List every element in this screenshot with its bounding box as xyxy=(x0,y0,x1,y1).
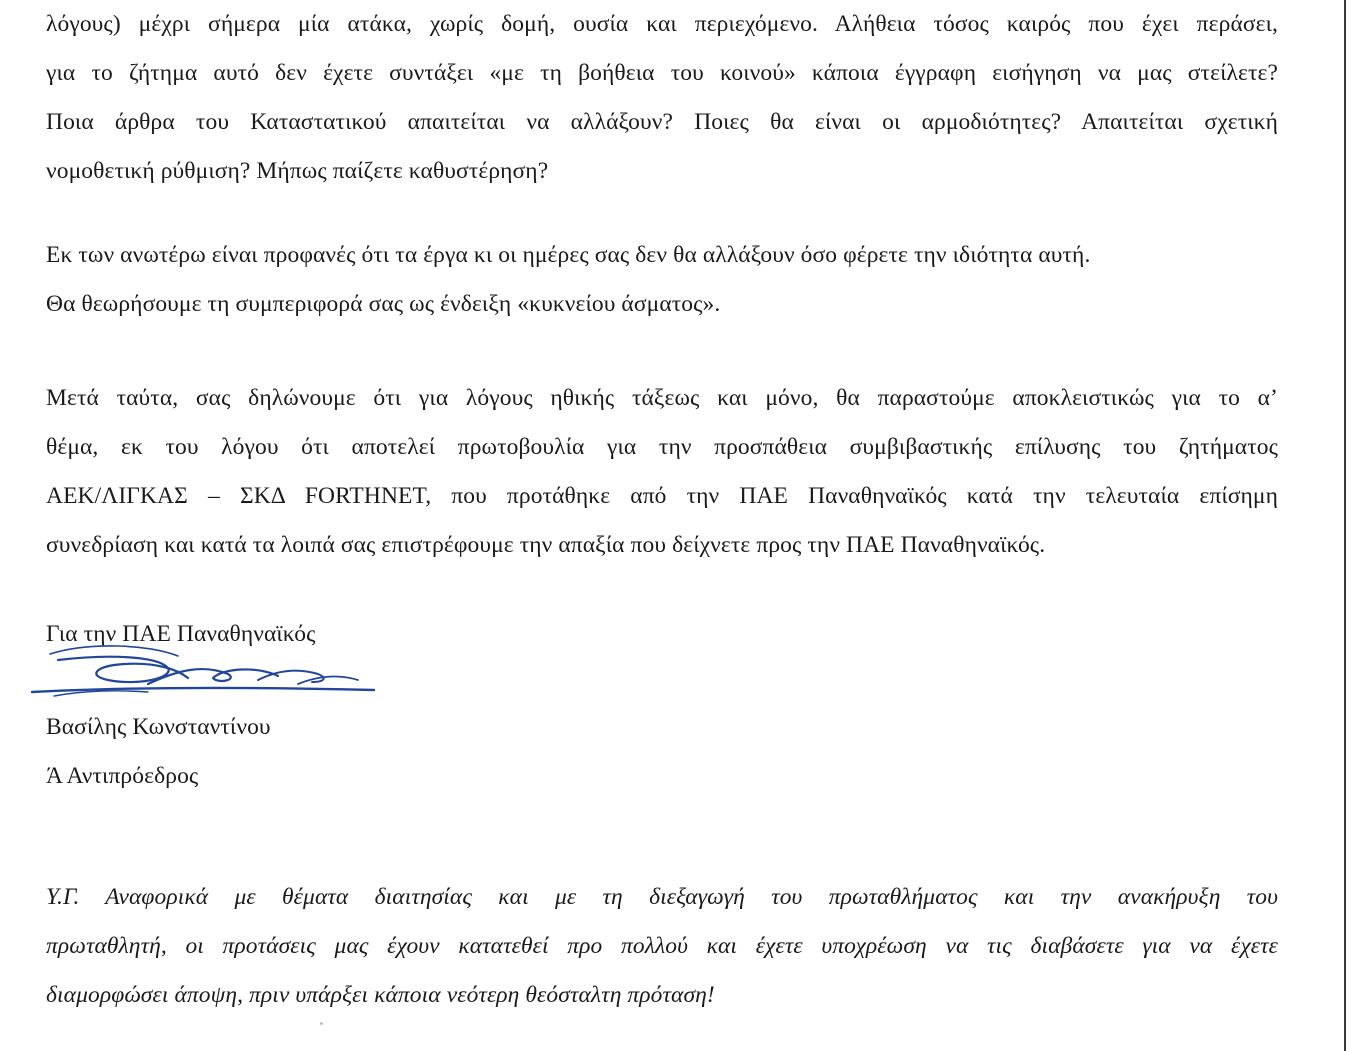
scan-page-edge xyxy=(1344,0,1346,1051)
signature-block xyxy=(46,610,1278,801)
paragraph-questions xyxy=(46,0,1278,196)
text-line: Μετά ταύτα, σας δηλώνουμε ότι για λόγους ηθικής τάξεως και μόνο, θα παραστούμε αποκλειστικώς για το α’ xyxy=(46,385,1278,411)
paragraph-declaration xyxy=(46,374,1278,570)
text-line: πρωταθλητή, οι προτάσεις μας έχουν κατατεθεί προ πολλού και έχετε υποχρέωση να τις διαβάσετε για να έχετε xyxy=(46,933,1278,959)
handwritten-signature xyxy=(28,640,388,702)
signatory-title: Ά Αντιπρόεδρος xyxy=(46,763,199,789)
text-line: Εκ των ανωτέρω είναι προφανές ότι τα έργα κι οι ημέρες σας δεν θα αλλάξουν όσο φέρετε την ιδιότητα αυτή. xyxy=(46,242,1091,268)
text-line: θέμα, εκ του λόγου ότι αποτελεί πρωτοβουλία για την προσπάθεια συμβιβαστικής επίλυσης του ζητήματος xyxy=(46,434,1278,460)
postscript xyxy=(46,873,1278,1020)
text-line: Ποια άρθρα του Καταστατικού απαιτείται να αλλάξουν? Ποιες θα είναι οι αρμοδιότητες? Απαιτείται σχετική xyxy=(46,109,1278,135)
text-line: λόγους) μέχρι σήμερα μία ατάκα, χωρίς δομή, ουσία και περιεχόμενο. Αλήθεια τόσος καιρός που έχει περάσει, xyxy=(46,11,1278,37)
signature-on-behalf: Για την ΠΑΕ Παναθηναϊκός xyxy=(46,621,316,647)
scan-speck xyxy=(320,1022,323,1025)
paragraph-conclusion xyxy=(46,231,1278,329)
text-line: νομοθετική ρύθμιση? Μήπως παίζετε καθυστέρηση? xyxy=(46,158,549,184)
text-line: Υ.Γ. Αναφορικά με θέματα διαιτησίας και με τη διεξαγωγή του πρωταθλήματος και την ανακήρυξη του xyxy=(46,884,1278,910)
text-line: για το ζήτημα αυτό δεν έχετε συντάξει «με τη βοήθεια του κοινού» κάποια έγγραφη εισήγηση να μας στείλετε? xyxy=(46,60,1278,86)
text-line: διαμορφώσει άποψη, πριν υπάρξει κάποια νεότερη θεόσταλτη πρόταση! xyxy=(46,982,715,1008)
text-line: ΑΕΚ/ΛΙΓΚΑΣ – ΣΚΔ FORTHNET, που προτάθηκε από την ΠΑΕ Παναθηναϊκός κατά την τελευταία επίσημη xyxy=(46,483,1278,509)
text-line: συνεδρίαση και κατά τα λοιπά σας επιστρέφουμε την απαξία που δείχνετε προς την ΠΑΕ Παναθηναϊκός. xyxy=(46,532,1046,558)
text-line: Θα θεωρήσουμε τη συμπεριφορά σας ως ένδειξη «κυκνείου άσματος». xyxy=(46,291,721,317)
signatory-name: Βασίλης Κωνσταντίνου xyxy=(46,714,271,740)
